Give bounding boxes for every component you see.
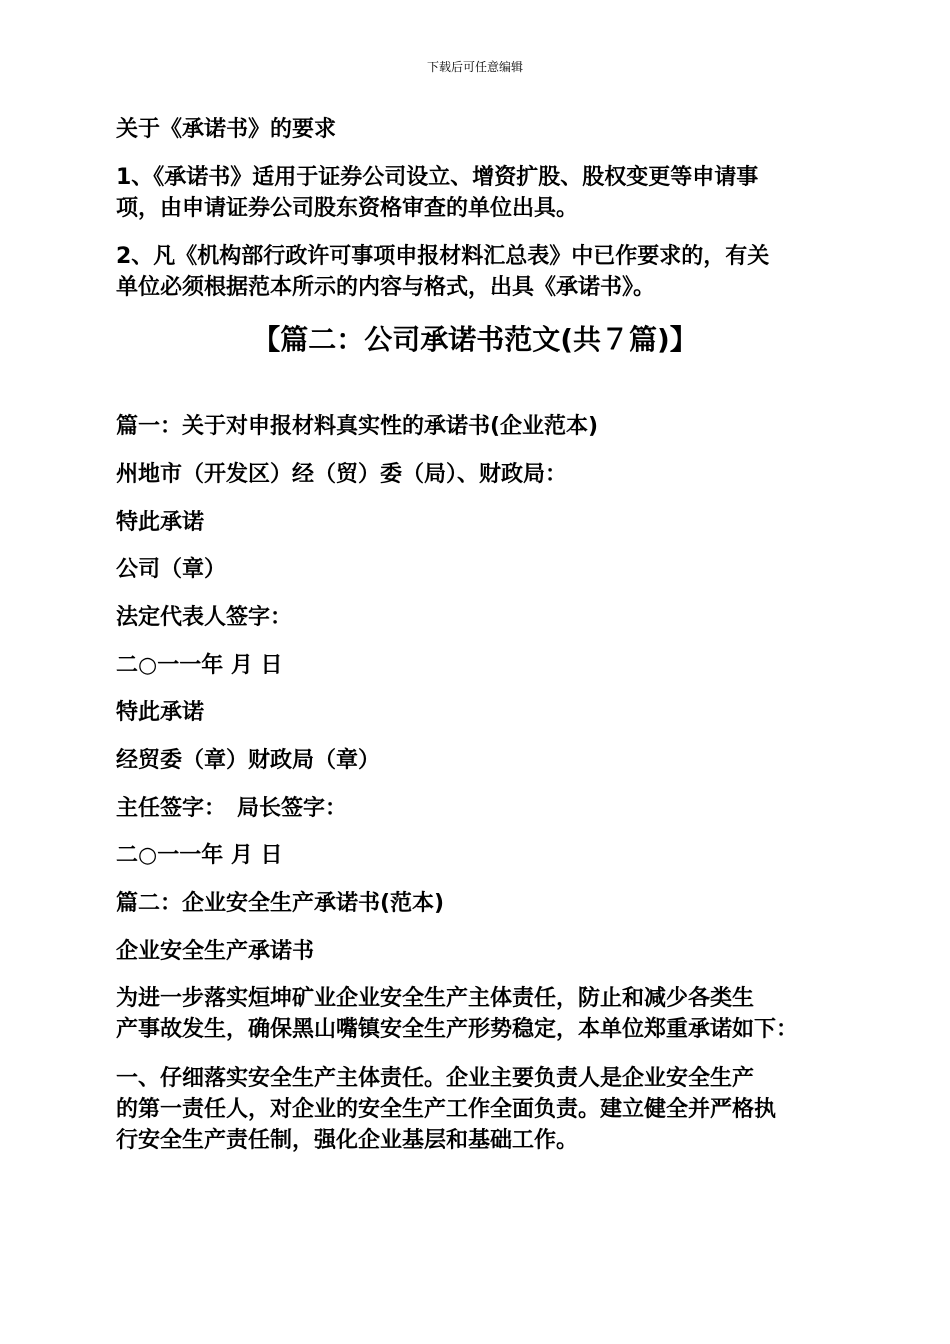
paragraph-1 [116,983,846,1045]
signature-line: 法定代表人签字： [116,605,293,630]
paragraph-line: 一、仔细落实安全生产主体责任。企业主要负责人是企业安全生产 [116,1066,755,1091]
signature-line: 主任签字： 局长签字： [116,796,348,821]
paragraph-line: 为进一步落实烜坤矿业企业安全生产主体责任，防止和减少各类生 [116,986,755,1011]
intro-item-2 [116,241,846,303]
section-2-heading: 篇二：企业安全生产承诺书(范本) [116,891,445,916]
intro-item-2-line: 2、凡《机构部行政许可事项申报材料汇总表》中已作要求的，有关 [116,244,770,269]
date-line: 二○一一年 月 日 [116,843,283,868]
company-seal-line: 公司（章） [116,557,227,582]
paragraph-line: 产事故发生，确保黑山嘴镇安全生产形势稳定，本单位郑重承诺如下： [116,1017,799,1042]
intro-item-2-line: 单位必须根据范本所示的内容与格式，出具《承诺书》。 [116,275,656,300]
header-note: 下载后可任意编辑 [426,60,523,74]
document-title-line: 企业安全生产承诺书 [116,939,315,964]
addressee-line: 州地市（开发区）经（贸）委（局）、财政局： [116,462,568,487]
section-1-heading: 篇一：关于对申报材料真实性的承诺书(企业范本) [116,414,599,439]
paragraph-line: 的第一责任人，对企业的安全生产工作全面负责。建立健全并严格执 [116,1097,777,1122]
paragraph-line: 行安全生产责任制，强化企业基层和基础工作。 [116,1128,579,1153]
intro-item-1-line: 1、《承诺书》适用于证券公司设立、增资扩股、股权变更等申请事 [116,165,759,190]
paragraph-2 [116,1063,846,1156]
intro-heading: 关于《承诺书》的要求 [116,117,337,142]
text-line: 特此承诺 [116,510,205,535]
main-title: 【篇二：公司承诺书范文(共７篇)】 [252,323,698,356]
intro-item-1-line: 项，由申请证券公司股东资格审查的单位出具。 [116,196,579,221]
intro-item-1 [116,162,846,224]
seal-line: 经贸委（章）财政局（章） [116,748,381,773]
text-line: 特此承诺 [116,700,205,725]
date-line: 二○一一年 月 日 [116,653,283,678]
